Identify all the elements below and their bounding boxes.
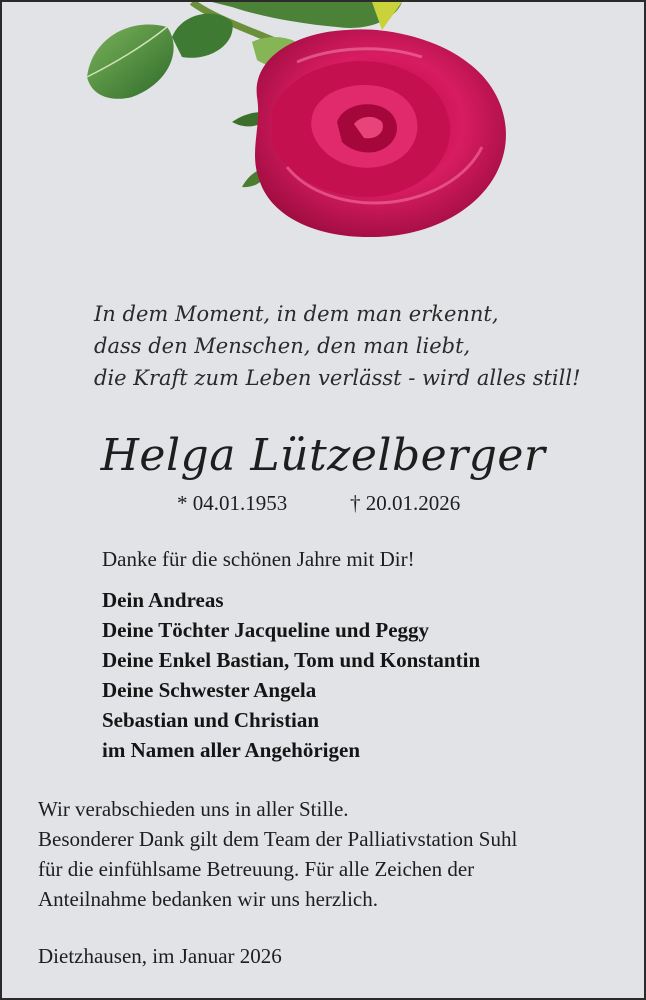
- birth-date: * 04.01.1953: [177, 491, 288, 515]
- rose-illustration: [72, 2, 542, 247]
- poem-line: die Kraft zum Leben verlässt - wird alles still!: [94, 366, 581, 390]
- death-date: † 20.01.2026: [350, 491, 461, 515]
- mourner-line: im Namen aller Angehörigen: [102, 738, 361, 762]
- mourners-list: [102, 585, 480, 765]
- mourner-line: Sebastian und Christian: [102, 708, 320, 732]
- closing-line: Wir verabschieden uns in aller Stille.: [38, 797, 349, 821]
- mourner-line: Dein Andreas: [102, 588, 224, 612]
- poem-line: dass den Menschen, den man liebt,: [94, 334, 471, 358]
- mourner-line: Deine Enkel Bastian, Tom und Konstantin: [102, 648, 481, 672]
- closing-text: [38, 794, 517, 914]
- closing-line: für die einfühlsame Betreuung. Für alle Zeichen der: [38, 857, 475, 881]
- closing-line: Besonderer Dank gilt dem Team der Palliativstation Suhl: [38, 827, 518, 851]
- poem: [94, 298, 581, 394]
- closing-line: Anteilnahme bedanken wir uns herzlich.: [38, 887, 378, 911]
- deceased-name: Helga Lützelberger: [100, 430, 546, 481]
- mourner-line: Deine Töchter Jacqueline und Peggy: [102, 618, 430, 642]
- place-date: Dietzhausen, im Januar 2026: [38, 944, 282, 968]
- mourner-line: Deine Schwester Angela: [102, 678, 317, 702]
- thanks-line: Danke für die schönen Jahre mit Dir!: [102, 547, 415, 571]
- poem-line: In dem Moment, in dem man erkennt,: [94, 302, 499, 326]
